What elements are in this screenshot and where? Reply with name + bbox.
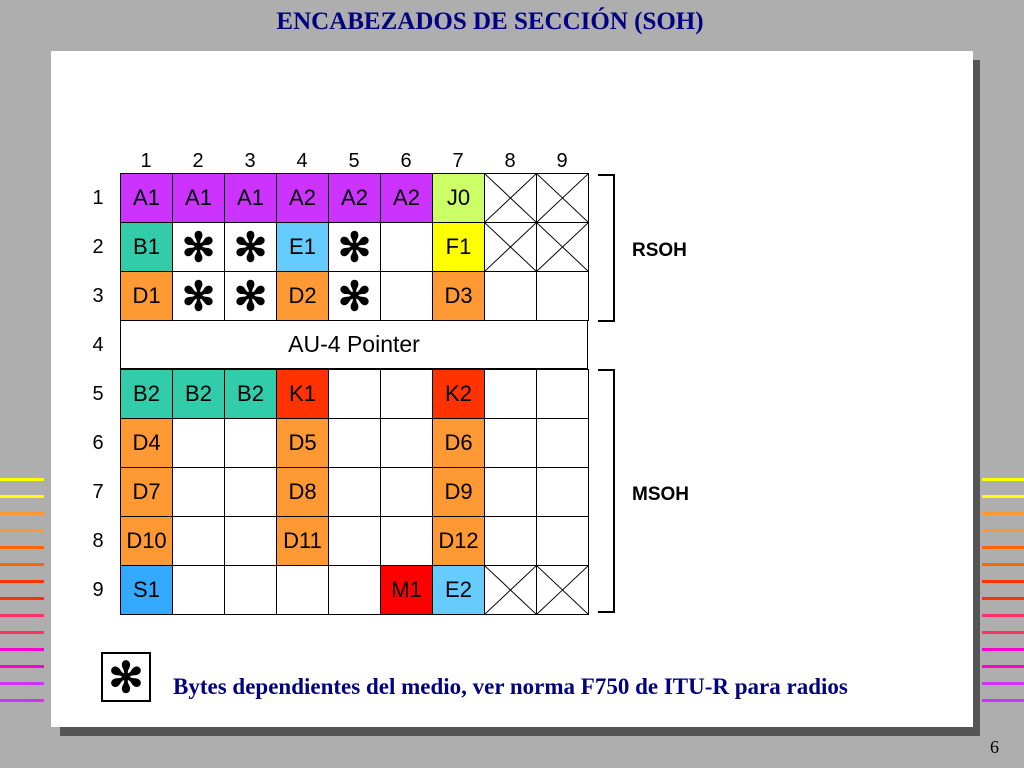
byte-cell	[224, 418, 277, 468]
row-header: 3	[92, 285, 104, 307]
unused-byte-cell	[536, 565, 589, 615]
media-dependent-byte-cell: ✻	[224, 222, 277, 272]
byte-cell	[224, 467, 277, 517]
unused-byte-cell	[484, 565, 537, 615]
stripe	[982, 478, 1024, 481]
column-header: 5	[348, 150, 360, 172]
stripe	[0, 648, 44, 651]
byte-cell: D12	[432, 516, 485, 566]
rsoh-bracket	[596, 173, 620, 323]
media-dependent-byte-cell: ✻	[328, 271, 381, 321]
msoh-label: MSOH	[632, 484, 689, 505]
stripe	[0, 597, 44, 600]
byte-cell	[536, 418, 589, 468]
stripe	[0, 529, 44, 532]
byte-cell: D4	[120, 418, 173, 468]
stripe	[982, 699, 1024, 702]
unused-byte-cell	[484, 173, 537, 223]
byte-cell: D7	[120, 467, 173, 517]
stripe	[982, 563, 1024, 566]
msoh-bracket	[596, 368, 620, 614]
byte-cell: A2	[380, 173, 433, 223]
byte-cell: D1	[120, 271, 173, 321]
page-number: 6	[990, 737, 999, 757]
stripe	[0, 665, 44, 668]
byte-cell: B2	[172, 369, 225, 419]
byte-cell: B2	[224, 369, 277, 419]
stripe	[982, 529, 1024, 532]
byte-cell: A1	[120, 173, 173, 223]
byte-cell: D6	[432, 418, 485, 468]
byte-cell: D8	[276, 467, 329, 517]
byte-cell	[276, 565, 329, 615]
byte-cell: A2	[276, 173, 329, 223]
byte-cell: D5	[276, 418, 329, 468]
stripe	[0, 699, 44, 702]
byte-cell	[484, 516, 537, 566]
column-header: 3	[244, 150, 256, 172]
byte-cell	[380, 418, 433, 468]
column-header: 2	[192, 150, 204, 172]
column-header: 6	[400, 150, 412, 172]
byte-cell: D2	[276, 271, 329, 321]
byte-cell: S1	[120, 565, 173, 615]
soh-byte-grid	[120, 173, 586, 613]
byte-cell: M1	[380, 565, 433, 615]
stripe	[0, 580, 44, 583]
byte-cell: A1	[172, 173, 225, 223]
stripe	[982, 665, 1024, 668]
row-header: 8	[92, 530, 104, 552]
byte-cell	[328, 516, 381, 566]
row-header: 7	[92, 481, 104, 503]
byte-cell	[536, 516, 589, 566]
byte-cell	[380, 369, 433, 419]
stripe	[982, 631, 1024, 634]
row-header: 2	[92, 236, 104, 258]
byte-cell	[224, 516, 277, 566]
byte-cell	[172, 467, 225, 517]
byte-cell	[380, 222, 433, 272]
media-dependent-byte-cell: ✻	[172, 222, 225, 272]
row-header: 4	[92, 334, 104, 356]
row-header: 6	[92, 432, 104, 454]
au4-pointer-row: AU-4 Pointer	[120, 320, 588, 369]
byte-cell	[172, 418, 225, 468]
byte-cell	[328, 369, 381, 419]
byte-cell: A2	[328, 173, 381, 223]
cross-icon	[537, 223, 588, 271]
stripe	[0, 546, 44, 549]
legend-text: Bytes dependientes del medio, ver norma F750 de ITU-R para radios	[173, 674, 848, 699]
media-dependent-byte-cell: ✻	[328, 222, 381, 272]
stripe	[0, 495, 44, 498]
byte-cell	[328, 418, 381, 468]
legend-star-icon: ✻	[101, 652, 151, 702]
byte-cell: F1	[432, 222, 485, 272]
column-header: 4	[296, 150, 308, 172]
byte-cell	[484, 369, 537, 419]
row-header: 5	[92, 383, 104, 405]
media-dependent-byte-cell: ✻	[224, 271, 277, 321]
stripe	[0, 512, 44, 515]
byte-cell: D3	[432, 271, 485, 321]
stripe	[982, 682, 1024, 685]
byte-cell: E2	[432, 565, 485, 615]
byte-cell: K1	[276, 369, 329, 419]
unused-byte-cell	[536, 173, 589, 223]
byte-cell	[380, 516, 433, 566]
stripe	[0, 478, 44, 481]
byte-cell: B2	[120, 369, 173, 419]
cross-icon	[537, 174, 588, 222]
column-header: 9	[556, 150, 568, 172]
byte-cell	[484, 271, 537, 321]
stripe	[0, 563, 44, 566]
media-dependent-byte-cell: ✻	[172, 271, 225, 321]
byte-cell	[328, 467, 381, 517]
byte-cell: D10	[120, 516, 173, 566]
byte-cell	[536, 369, 589, 419]
stripe	[982, 546, 1024, 549]
stripe	[0, 631, 44, 634]
byte-cell	[536, 467, 589, 517]
byte-cell: B1	[120, 222, 173, 272]
cross-icon	[485, 566, 536, 614]
byte-cell	[172, 565, 225, 615]
column-header: 7	[452, 150, 464, 172]
unused-byte-cell	[536, 222, 589, 272]
row-header: 1	[92, 187, 104, 209]
byte-cell: D9	[432, 467, 485, 517]
cross-icon	[485, 223, 536, 271]
stripe	[0, 614, 44, 617]
byte-cell	[380, 467, 433, 517]
byte-cell	[536, 271, 589, 321]
stripe	[0, 682, 44, 685]
column-header: 8	[504, 150, 516, 172]
row-header: 9	[92, 579, 104, 601]
byte-cell	[484, 418, 537, 468]
slide-title: ENCABEZADOS DE SECCIÓN (SOH)	[276, 8, 704, 35]
byte-cell: K2	[432, 369, 485, 419]
byte-cell	[172, 516, 225, 566]
byte-cell: J0	[432, 173, 485, 223]
stripe	[982, 495, 1024, 498]
cross-icon	[485, 174, 536, 222]
stripe	[982, 512, 1024, 515]
byte-cell: E1	[276, 222, 329, 272]
rsoh-label: RSOH	[632, 240, 687, 261]
cross-icon	[537, 566, 588, 614]
unused-byte-cell	[484, 222, 537, 272]
stripe	[982, 648, 1024, 651]
byte-cell	[328, 565, 381, 615]
byte-cell	[380, 271, 433, 321]
byte-cell: D11	[276, 516, 329, 566]
decorative-stripes-right	[982, 478, 1024, 716]
decorative-stripes-left	[0, 478, 44, 716]
byte-cell: A1	[224, 173, 277, 223]
stripe	[982, 597, 1024, 600]
byte-cell	[484, 467, 537, 517]
stripe	[982, 614, 1024, 617]
byte-cell	[224, 565, 277, 615]
column-header: 1	[140, 150, 152, 172]
stripe	[982, 580, 1024, 583]
